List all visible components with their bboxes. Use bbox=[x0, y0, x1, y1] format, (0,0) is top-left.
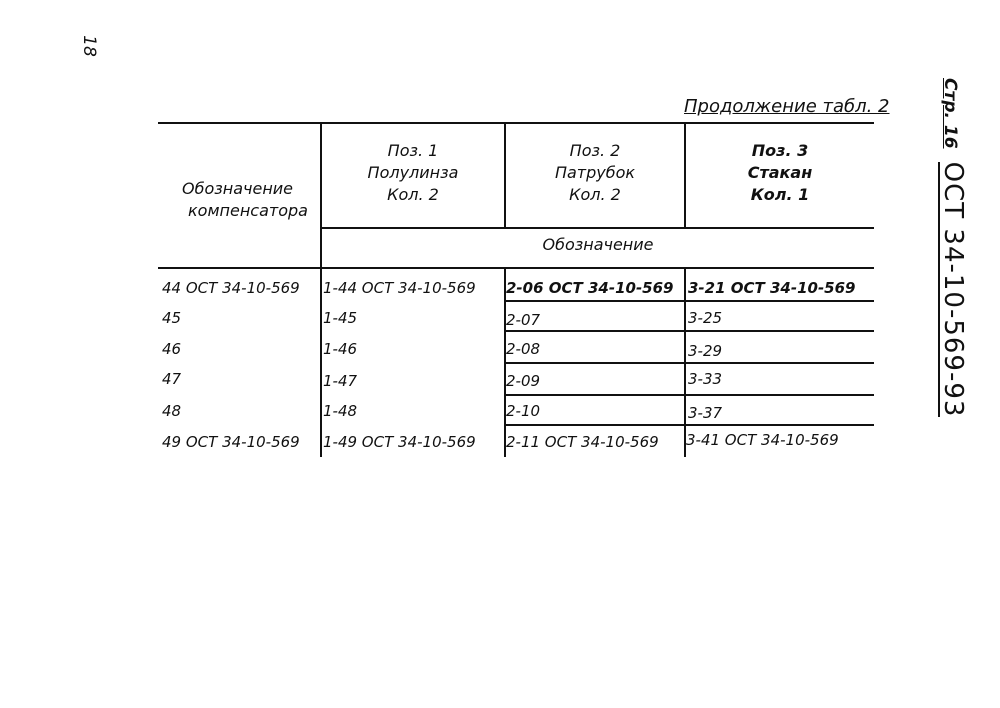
page-number: 18 bbox=[78, 35, 99, 57]
table-cell: 2-08 bbox=[506, 340, 541, 358]
table-cell: 2-09 bbox=[506, 372, 541, 390]
table-cell: 3-25 bbox=[688, 309, 723, 327]
side-standard-code: ОСТ 34-10-569-93 bbox=[938, 161, 968, 418]
table-caption: Продолжение табл. 2 bbox=[684, 96, 890, 117]
pos2-header bbox=[506, 140, 684, 206]
row-border bbox=[504, 362, 874, 364]
table-cell: 3-41 ОСТ 34-10-569 bbox=[686, 431, 839, 449]
designation-header-line1: Обозначение bbox=[182, 179, 294, 198]
designation-subheader: Обозначение bbox=[542, 235, 654, 254]
table-cell: 1-46 bbox=[323, 340, 358, 358]
designation-header bbox=[162, 178, 316, 222]
table-cell: 2-10 bbox=[506, 402, 541, 420]
pos3-header bbox=[686, 140, 874, 206]
row-border bbox=[504, 300, 874, 302]
pos1-qty: Кол. 2 bbox=[387, 185, 439, 204]
table-cell: 47 bbox=[162, 370, 182, 388]
row-border bbox=[504, 330, 874, 332]
column-border bbox=[684, 267, 686, 457]
table-cell: 3-33 bbox=[688, 370, 723, 388]
pos3-name: Стакан bbox=[747, 163, 813, 182]
document-side-label bbox=[936, 78, 968, 418]
pos2-qty: Кол. 2 bbox=[569, 185, 621, 204]
table-cell: 1-47 bbox=[323, 372, 358, 390]
row-border bbox=[504, 394, 874, 396]
side-page-number: Стр. 16 bbox=[940, 78, 960, 149]
table-cell: 3-37 bbox=[688, 404, 723, 422]
designation-header-line2: компенсатора bbox=[188, 201, 308, 220]
row-border bbox=[504, 424, 874, 426]
table-cell: 1-48 bbox=[323, 402, 358, 420]
pos3-qty: Кол. 1 bbox=[750, 185, 810, 204]
pos1-number: Поз. 1 bbox=[387, 141, 439, 160]
pos1-header bbox=[322, 140, 504, 206]
table-top-border bbox=[158, 122, 874, 124]
table-cell: 3-21 ОСТ 34-10-569 bbox=[688, 279, 856, 297]
table-cell: 46 bbox=[162, 340, 182, 358]
pos2-name: Патрубок bbox=[554, 163, 636, 182]
table-cell: 48 bbox=[162, 402, 182, 420]
pos2-number: Поз. 2 bbox=[569, 141, 621, 160]
table-cell: 2-06 ОСТ 34-10-569 bbox=[506, 279, 674, 297]
table-cell: 2-07 bbox=[506, 311, 541, 329]
table-cell: 44 ОСТ 34-10-569 bbox=[162, 279, 300, 297]
table-cell: 1-44 ОСТ 34-10-569 bbox=[323, 279, 476, 297]
table-cell: 1-45 bbox=[323, 309, 358, 327]
table-cell: 45 bbox=[162, 309, 182, 327]
table-cell: 2-11 ОСТ 34-10-569 bbox=[506, 433, 659, 451]
table-cell: 1-49 ОСТ 34-10-569 bbox=[323, 433, 476, 451]
table-cell: 3-29 bbox=[688, 342, 723, 360]
subheader-top-border bbox=[320, 227, 874, 229]
pos1-name: Полулинза bbox=[367, 163, 459, 182]
table-cell: 49 ОСТ 34-10-569 bbox=[162, 433, 300, 451]
header-bottom-border bbox=[158, 267, 874, 269]
pos3-number: Поз. 3 bbox=[751, 141, 809, 160]
